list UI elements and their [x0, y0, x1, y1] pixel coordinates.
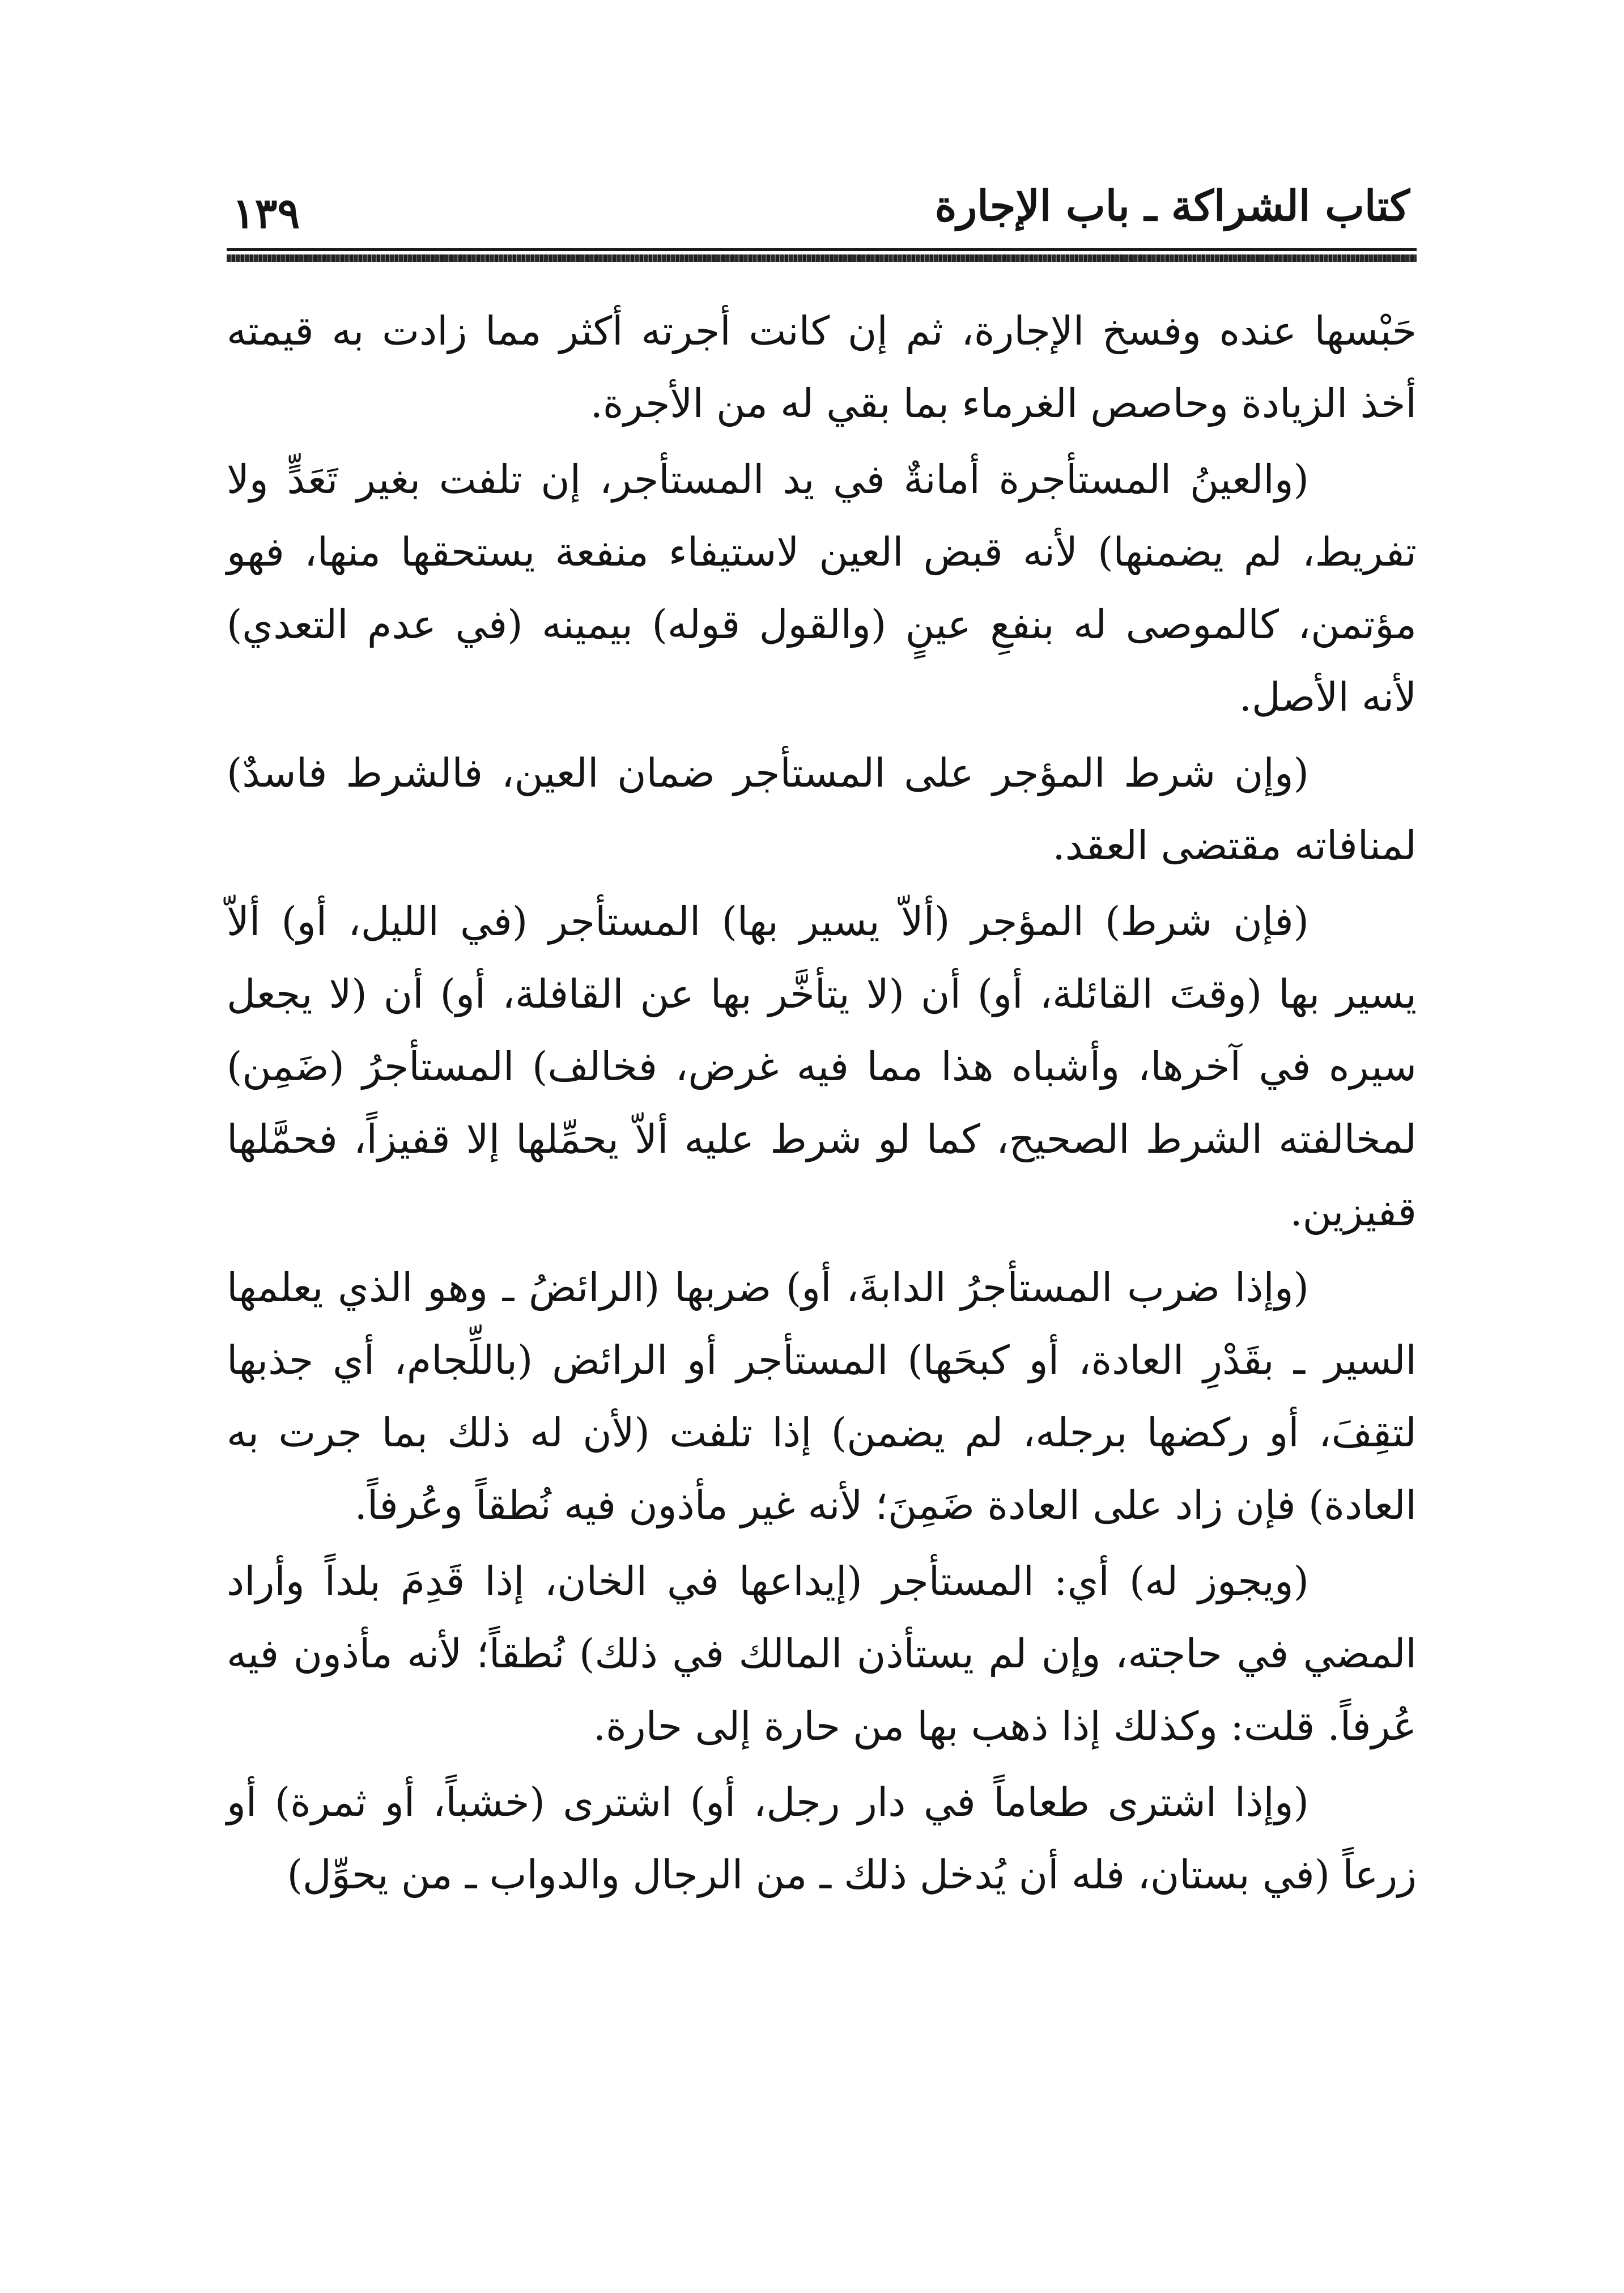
- paragraph: (وإذا ضرب المستأجرُ الدابةَ، أو) ضربها (الرائضُ ـ وهو الذي يعلمها السير ـ بقَدْرِ العادة، أو كبحَها) المستأجر أو الرائض (باللِّجام، أي جذبها لتقِفَ، أو ركضها برجله، لم يضمن) إذا تلفت (لأن له ذلك بما جرت به العادة) فإن زاد على العادة ضَمِنَ؛ لأنه غير مأذون فيه نُطقاً وعُرفاً.: [227, 1264, 1417, 1528]
- paragraph: حَبْسها عنده وفسخ الإجارة، ثم إن كانت أجرته أكثر مما زادت به قيمته أخذ الزيادة وحاصص الغرماء بما بقي له من الأجرة.: [227, 308, 1417, 427]
- header-rule-thick-line: [227, 254, 1417, 262]
- page-header: [227, 181, 1417, 249]
- header-rule: [227, 248, 1417, 265]
- paragraph: (وإذا اشترى طعاماً في دار رجل، أو) اشترى (خشباً، أو ثمرة) أو زرعاً (في بستان، فله أن يُدخل ذلك ـ من الرجال والدواب ـ من يحوِّل): [227, 1779, 1417, 1898]
- page-number: ١٣٩: [232, 189, 300, 238]
- paragraph: (فإن شرط) المؤجر (ألاّ يسير بها) المستأجر (في الليل، أو) ألاّ يسير بها (وقتَ القائلة، أو) أن (لا يتأخَّر بها عن القافلة، أو) أن (لا يجعل سيره في آخرها، وأشباه هذا مما فيه غرض، فخالف) المستأجرُ (ضَمِن) لمخالفته الشرط الصحيح، كما لو شرط عليه ألاّ يحمِّلها إلا قفيزاً، فحمَّلها قفيزين.: [227, 898, 1417, 1235]
- running-head-title: كتاب الشراكة ـ باب الإجارة: [934, 182, 1410, 231]
- paragraph: (والعينُ المستأجرة أمانةٌ في يد المستأجر، إن تلفت بغير تَعَدٍّ ولا تفريط، لم يضمنها) لأنه قبض العين لاستيفاء منفعة يستحقها منها، فهو مؤتمن، كالموصى له بنفعِ عينٍ (والقول قوله) بيمينه (في عدم التعدي) لأنه الأصل.: [227, 456, 1417, 720]
- body-text: [227, 295, 1417, 1914]
- paragraph: (وإن شرط المؤجر على المستأجر ضمان العين، فالشرط فاسدٌ) لمنافاته مقتضى العقد.: [227, 750, 1417, 869]
- header-rule-thin-line: [227, 248, 1417, 251]
- paragraph: (ويجوز له) أي: المستأجر (إيداعها في الخان، إذا قَدِمَ بلداً وأراد المضي في حاجته، وإن لم يستأذن المالك في ذلك) نُطقاً؛ لأنه مأذون فيه عُرفاً. قلت: وكذلك إذا ذهب بها من حارة إلى حارة.: [227, 1558, 1417, 1750]
